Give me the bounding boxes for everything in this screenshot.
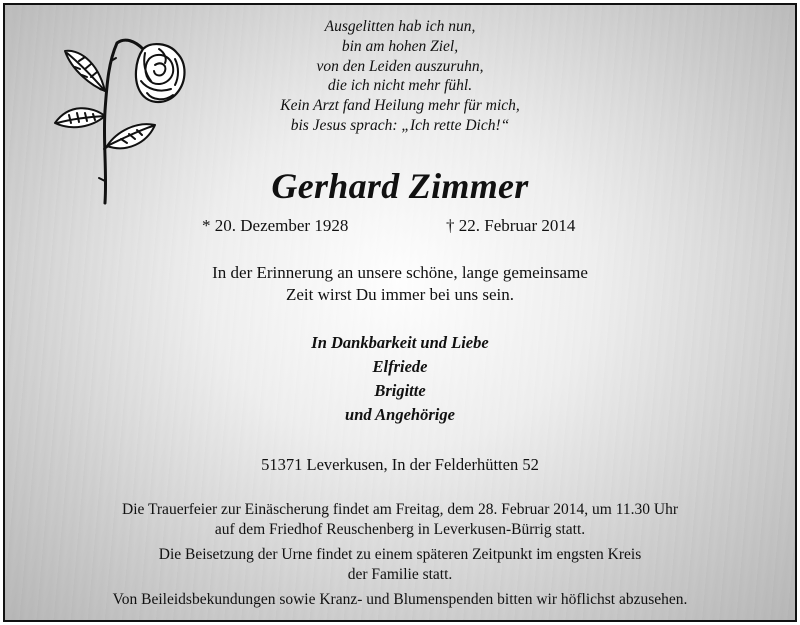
funeral-notice-line: auf dem Friedhof Reuschenberg in Leverkusen-Bürrig statt. xyxy=(214,520,586,538)
mourners-intro: In Dankbarkeit und Liebe xyxy=(311,333,489,352)
poem-line: Kein Arzt fand Heilung mehr für mich, xyxy=(280,97,520,115)
poem xyxy=(5,17,795,136)
poem-line: Ausgelitten hab ich nun, xyxy=(324,18,476,35)
memory-line: In der Erinnerung an unsere schöne, lange gemeinsame xyxy=(212,263,588,282)
memory-line: Zeit wirst Du immer bei uns sein. xyxy=(285,284,515,304)
birth-date: * 20. Dezember 1928 xyxy=(202,216,349,235)
poem-line: von den Leiden auszuruhn, xyxy=(316,57,484,75)
mourner-name: und Angehörige xyxy=(345,405,455,424)
death-date: † 22. Februar 2014 xyxy=(446,216,576,235)
mourner-name: Elfriede xyxy=(372,357,428,376)
poem-line: die ich nicht mehr fühl. xyxy=(327,77,473,95)
urn-notice-line: Die Beisetzung der Urne findet zu einem späteren Zeitpunkt im engsten Kreis xyxy=(158,546,642,563)
mourners-block xyxy=(5,331,795,427)
deceased-name: Gerhard Zimmer xyxy=(271,166,529,206)
condolence-notice: Von Beileidsbekundungen sowie Kranz- und Blumenspenden bitten wir höflichst abzusehen. xyxy=(112,591,688,608)
address: 51371 Leverkusen, In der Felderhütten 52 xyxy=(261,455,539,474)
obituary-card xyxy=(3,3,797,622)
funeral-notices xyxy=(5,500,795,610)
memory-text xyxy=(5,262,795,305)
poem-line: bis Jesus sprach: „Ich rette Dich!“ xyxy=(290,116,510,134)
urn-notice-line: der Familie statt. xyxy=(347,565,453,583)
funeral-notice-line: Die Trauerfeier zur Einäscherung findet am Freitag, dem 28. Februar 2014, um 11.30 Uhr xyxy=(122,501,678,518)
poem-line: bin am hohen Ziel, xyxy=(341,37,459,55)
mourner-name: Brigitte xyxy=(374,381,426,400)
